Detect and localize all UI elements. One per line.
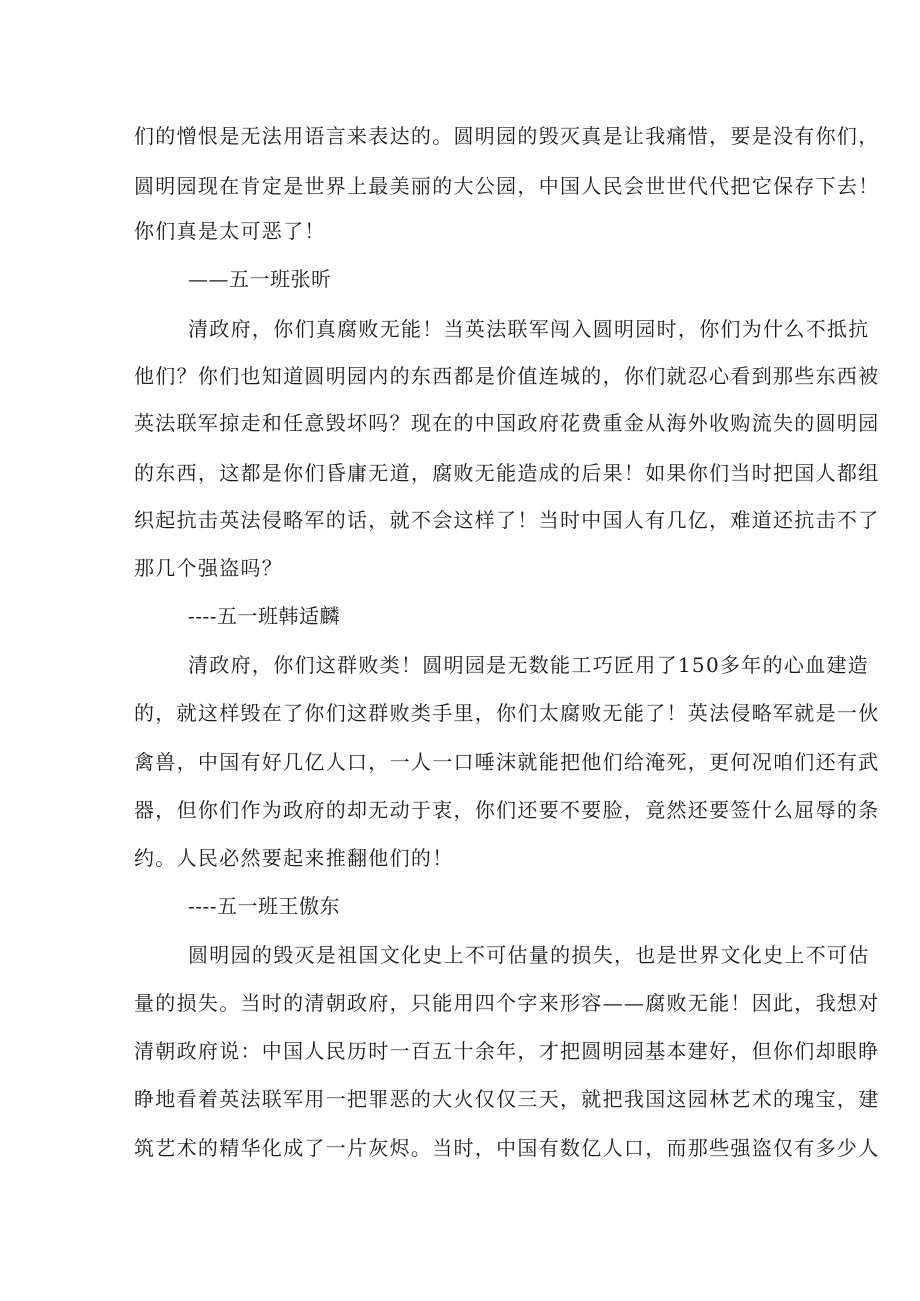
paragraph-line: 器，但你们作为政府的却无动于衷，你们还要不要脸，竟然还要签什么屈辱的条: [134, 798, 880, 822]
author-signature: ----五一班王傲东: [188, 894, 341, 918]
author-signature: ----五一班韩适麟: [188, 604, 341, 628]
paragraph-line: 量的损失。当时的清朝政府，只能用四个字来形容——腐败无能！因此，我想对: [134, 991, 880, 1015]
paragraph-line: 们的憎恨是无法用语言来表达的。圆明园的毁灭真是让我痛惜，要是没有你们，: [134, 124, 880, 148]
paragraph-line: 你们真是太可恶了！: [134, 219, 326, 243]
paragraph-line: 的，就这样毁在了你们这群败类手里，你们太腐败无能了！英法侵略军就是一伙: [134, 701, 880, 725]
paragraph-line: 睁地看着英法联军用一把罪恶的大火仅仅三天，就把我国这园林艺术的瑰宝，建: [134, 1087, 880, 1111]
paragraph-line: 那几个强盗吗？: [134, 556, 284, 580]
paragraph-line: 禽兽，中国有好几亿人口，一人一口唾沫就能把他们给淹死，更何况咱们还有武: [134, 750, 880, 774]
paragraph-line: 织起抗击英法侵略军的话，就不会这样了！当时中国人有几亿，难道还抗击不了: [134, 508, 880, 532]
paragraph-line: 清政府，你们真腐败无能！当英法联军闯入圆明园时，你们为什么不抵抗: [188, 317, 870, 341]
author-signature: ——五一班张昕: [188, 267, 332, 291]
paragraph-line: 清政府，你们这群败类！圆明园是无数能工巧匠用了150多年的心血建造: [188, 653, 870, 677]
paragraph-line: 英法联军掠走和任意毁坏吗？现在的中国政府花费重金从海外收购流失的圆明园: [134, 411, 880, 435]
paragraph-line: 的东西，这都是你们昏庸无道，腐败无能造成的后果！如果你们当时把国人都组: [134, 461, 880, 485]
paragraph-line: 约。人民必然要起来推翻他们的！: [134, 846, 454, 870]
paragraph-line: 圆明园现在肯定是世界上最美丽的大公园，中国人民会世世代代把它保存下去！: [134, 174, 880, 198]
paragraph-line: 他们？你们也知道圆明园内的东西都是价值连城的，你们就忍心看到那些东西被: [134, 364, 880, 388]
paragraph-line: 筑艺术的精华化成了一片灰烬。当时，中国有数亿人口，而那些强盗仅有多少人: [134, 1136, 880, 1160]
paragraph-line: 圆明园的毁灭是祖国文化史上不可估量的损失，也是世界文化史上不可估: [188, 943, 870, 967]
paragraph-line: 清朝政府说：中国人民历时一百五十余年，才把圆明园基本建好，但你们却眼睁: [134, 1039, 880, 1063]
